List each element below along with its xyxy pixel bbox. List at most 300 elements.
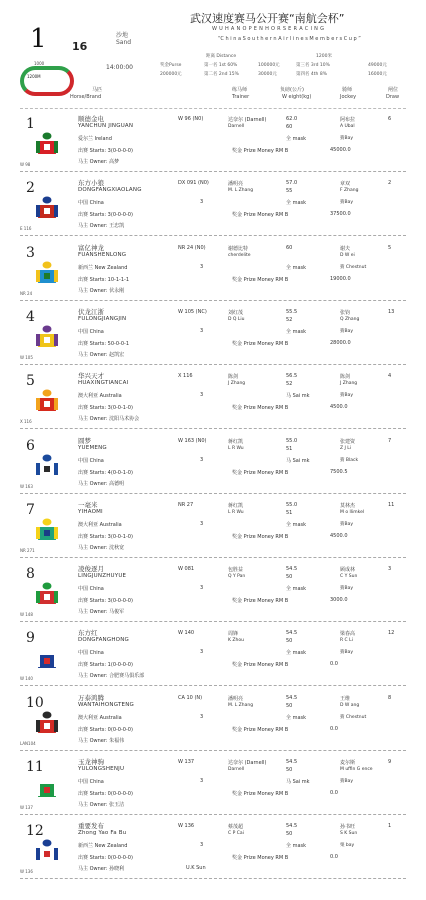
prize-value: 28000.0 bbox=[330, 339, 351, 346]
horse-name-en: DONGFANGHONG bbox=[78, 637, 129, 644]
entry-number: 8 bbox=[26, 566, 35, 583]
entry-row bbox=[0, 560, 426, 622]
runner-count: 16 bbox=[72, 40, 88, 53]
horse-origin: 澳大利亚 Australia bbox=[78, 714, 122, 721]
horse-code: E 116 bbox=[20, 226, 32, 232]
horse-rating: W 140 bbox=[178, 630, 195, 637]
entry-number: 3 bbox=[26, 244, 35, 261]
jockey-silk-icon bbox=[36, 132, 58, 158]
jockey-name-en: C Y Sun bbox=[340, 574, 358, 580]
surface-zh: 沙地 bbox=[116, 32, 129, 39]
entry-row bbox=[0, 689, 426, 751]
trainer-name-zh: 蔡茂超 bbox=[228, 824, 244, 831]
horse-colour: 猜Bay bbox=[340, 136, 354, 141]
horse-age: 3 bbox=[200, 842, 204, 849]
header-divider bbox=[20, 108, 406, 109]
horse-owner: 马主 Owner: 合肥赛马俱乐部 bbox=[78, 673, 145, 680]
horse-starts: 出赛 Starts: 0(0-0-0-0) bbox=[78, 726, 133, 733]
race-title-en: W U H A N O P E N H O R S E R A C I N G bbox=[212, 26, 325, 32]
trainer-name-zh: 蒋红凯 bbox=[228, 438, 244, 445]
horse-origin: 中国 China bbox=[78, 328, 104, 335]
draw-number: 11 bbox=[388, 501, 395, 508]
jockey-silk-icon bbox=[36, 582, 58, 608]
jockey-silk-icon bbox=[36, 775, 58, 801]
trainer-name-en: J Zhang bbox=[228, 381, 246, 387]
horse-name-en: DONGFANGXIAOLANG bbox=[78, 187, 142, 194]
horse-colour: 栗 bay bbox=[340, 843, 355, 849]
horse-name-en: YUEMENG bbox=[78, 444, 107, 451]
weight-alt: 51 bbox=[286, 445, 293, 452]
trainer-name-en: Darnell bbox=[228, 124, 245, 129]
prize-value: 4500.0 bbox=[330, 404, 348, 411]
track-distance-label: 1200M bbox=[27, 74, 41, 79]
horse-name-zh: 富亿神龙 bbox=[78, 243, 104, 252]
horse-rating: W 136 bbox=[178, 823, 195, 830]
trainer-name-zh: 蒋红凯 bbox=[228, 502, 244, 509]
jockey-name-zh: 张钧 bbox=[340, 309, 351, 316]
jockey-name-en: D W ang bbox=[340, 702, 360, 708]
jockey-name-en: Q Zhang bbox=[340, 316, 360, 322]
weight-kg: 62.0 bbox=[286, 116, 298, 122]
weight-alt: 52 bbox=[286, 316, 293, 323]
weight-alt: 50 bbox=[286, 702, 293, 709]
prize-label: 奖金 Prize Money RM B bbox=[232, 276, 289, 283]
jockey-name-zh: 莫林杰 bbox=[340, 502, 356, 509]
horse-gear: 马 Sai mk bbox=[286, 457, 310, 464]
horse-name-en: FULONGJIANGJIN bbox=[78, 315, 127, 322]
prize-value: 45000.0 bbox=[330, 147, 351, 153]
draw-number: 12 bbox=[388, 630, 395, 637]
prize-label: 奖金 Prize Money RM B bbox=[232, 340, 289, 347]
entry-divider bbox=[20, 300, 406, 301]
horse-owner: 马主 Owner: 朱福伟 bbox=[78, 737, 125, 744]
col-head-weight-en: W eight(kg) bbox=[282, 94, 312, 100]
horse-code: NR 271 bbox=[20, 547, 35, 553]
trainer-name-zh: 周锋 bbox=[228, 631, 239, 638]
horse-origin: 中国 China bbox=[78, 650, 104, 657]
horse-code: NR 24 bbox=[20, 290, 33, 296]
draw-number: 6 bbox=[388, 116, 392, 122]
entry-divider bbox=[20, 235, 406, 236]
distance-label: 距离 Distance bbox=[206, 54, 237, 59]
weight-alt: 60 bbox=[286, 124, 293, 130]
horse-owner: 马主 Owner: 马俊军 bbox=[78, 609, 125, 616]
prize-label: 奖金 Prize Money RM B bbox=[232, 469, 289, 476]
trainer-name-en: K Zhou bbox=[228, 638, 244, 644]
weight-kg: 55.0 bbox=[286, 501, 298, 508]
horse-gear: 全 mask bbox=[286, 136, 307, 142]
draw-number: 3 bbox=[388, 566, 392, 573]
jockey-name-zh: 谢夫 bbox=[340, 245, 351, 252]
horse-name-zh: 伏龙江浙 bbox=[78, 307, 104, 316]
trainer-name-zh: 达奈尔 (Darnell) bbox=[228, 760, 267, 766]
horse-code: W 148 bbox=[20, 612, 33, 618]
weight-kg: 56.5 bbox=[286, 373, 298, 380]
horse-rating: NR 24 (N0) bbox=[178, 244, 206, 251]
jockey-name-en: F Zhang bbox=[340, 188, 359, 194]
trainer-name-zh: 达奈尔 (Darnell) bbox=[228, 117, 267, 123]
entry-number: 9 bbox=[26, 630, 35, 647]
horse-origin: 新西兰 New Zealand bbox=[78, 264, 128, 271]
entry-row bbox=[0, 432, 426, 494]
jockey-silk-icon bbox=[36, 196, 58, 222]
jockey-silk-icon bbox=[36, 518, 58, 544]
horse-name-zh: 圆梦 bbox=[78, 436, 91, 445]
trainer-name-zh: 包胜益 bbox=[228, 567, 244, 574]
entry-number: 7 bbox=[26, 501, 35, 518]
col-head-horse: 马匹 bbox=[92, 87, 103, 93]
trainer-name-zh: 陈剑 bbox=[228, 374, 239, 381]
horse-code: LAN104 bbox=[20, 740, 36, 746]
horse-name-en: YULONGSHENJU bbox=[78, 766, 125, 772]
horse-starts: 出赛 Starts: 0(0-0-0-0) bbox=[78, 855, 133, 862]
prize-value: 0.0 bbox=[330, 725, 338, 732]
horse-gear: 全 mask bbox=[286, 586, 307, 593]
horse-starts: 出赛 Starts: 10-1-1-1 bbox=[78, 276, 130, 283]
trainer-name-zh: 刘红茂 bbox=[228, 309, 244, 316]
jockey-silk-icon bbox=[36, 261, 58, 287]
jockey-name-zh: 麦尔斯 bbox=[340, 760, 356, 766]
horse-code: X 116 bbox=[20, 419, 32, 425]
horse-starts: 出赛 Starts: 50-0-0-1 bbox=[78, 340, 130, 347]
jockey-name-en: M o llimkel bbox=[340, 509, 365, 515]
jockey-name-en: Z J Li bbox=[340, 445, 352, 451]
horse-starts: 出赛 Starts: 3(0-0-0-0) bbox=[78, 212, 133, 219]
draw-number: 2 bbox=[388, 180, 392, 187]
jockey-name-en: J Zhang bbox=[340, 381, 358, 387]
jockey-name-zh: 张建资 bbox=[340, 438, 356, 445]
horse-age: 3 bbox=[200, 520, 204, 527]
horse-colour: 猜 Chestnut bbox=[340, 264, 367, 270]
prize-cell: 第一名 1st 60% bbox=[204, 63, 238, 68]
weight-kg: 55.5 bbox=[286, 308, 298, 315]
jockey-name-zh: 孙书旺 bbox=[340, 824, 356, 831]
jockey-silk-icon bbox=[36, 839, 58, 865]
horse-name-zh: 重要发布 bbox=[78, 822, 104, 831]
trainer-name-zh: 潘明亮 bbox=[228, 695, 244, 702]
jockey-name-zh: 梁春高 bbox=[340, 631, 356, 638]
prize-label: 奖金 Prize Money RM B bbox=[232, 662, 289, 669]
draw-number: 9 bbox=[388, 759, 392, 765]
entry-divider bbox=[20, 621, 406, 622]
horse-origin: 爱尔兰 Ireland bbox=[78, 136, 112, 142]
weight-alt: 51 bbox=[286, 509, 293, 516]
draw-number: 5 bbox=[388, 244, 392, 251]
draw-number: 13 bbox=[388, 308, 395, 315]
horse-owner: 马主 Owner: 王忠凯 bbox=[78, 223, 125, 230]
jockey-name-en: M uffin G ence bbox=[340, 767, 373, 772]
track-start-marker: 1000 bbox=[34, 61, 45, 66]
prize-value: 3000.0 bbox=[330, 597, 348, 604]
horse-gear: 全 mask bbox=[286, 200, 307, 207]
horse-colour: 猜 Chestnut bbox=[340, 714, 367, 720]
horse-gear: 全 mask bbox=[286, 650, 307, 657]
horse-name-zh: 万泰鸿腾 bbox=[78, 693, 104, 702]
prize-cell: 100000元 bbox=[258, 63, 280, 68]
prize-value: 7500.5 bbox=[330, 468, 348, 475]
entry-divider bbox=[20, 493, 406, 494]
horse-name-en: YANCHUN JINGUAN bbox=[78, 123, 134, 129]
entry-row bbox=[0, 753, 426, 815]
horse-age: 3 bbox=[200, 778, 204, 784]
jockey-name-zh: 王维 bbox=[340, 695, 351, 702]
entry-number: 4 bbox=[26, 308, 35, 325]
horse-code: W 98 bbox=[20, 162, 31, 167]
jockey-name-en: D W ei bbox=[340, 252, 355, 258]
horse-rating: CA 10 (N) bbox=[178, 694, 203, 701]
entry-number: 2 bbox=[26, 180, 35, 197]
horse-origin: 中国 China bbox=[78, 457, 104, 464]
horse-name-en: LINGJUNZHUYUE bbox=[78, 573, 127, 580]
col-head-weight: 负磅(公斤) bbox=[280, 87, 304, 93]
horse-colour: 猜Bay bbox=[340, 200, 354, 206]
horse-owner: 马主 Owner: 伏永刚 bbox=[78, 287, 125, 294]
trainer-name-en: C P Cai bbox=[228, 831, 244, 837]
horse-name-en: HUAXINGTIANCAI bbox=[78, 380, 129, 387]
prize-label: 奖金 Prize Money RM B bbox=[232, 533, 289, 540]
jockey-silk-icon bbox=[36, 389, 58, 415]
entry-divider bbox=[20, 685, 406, 686]
extra-note: U.K Sun bbox=[186, 865, 206, 872]
weight-kg: 57.0 bbox=[286, 180, 298, 187]
horse-gear: 全 mask bbox=[286, 521, 307, 528]
entry-divider bbox=[20, 814, 406, 815]
horse-gear: 全 mask bbox=[286, 264, 307, 271]
horse-rating: DX 091 (N0) bbox=[178, 180, 209, 187]
entry-divider bbox=[20, 878, 406, 879]
prize-cell: 奖金Purse bbox=[160, 63, 182, 68]
entry-row bbox=[0, 624, 426, 686]
prize-cell: 200000元 bbox=[160, 72, 182, 77]
prize-label: 奖金 Prize Money RM B bbox=[232, 405, 289, 412]
horse-name-zh: 华兴天才 bbox=[78, 372, 104, 381]
prize-value: 4500.0 bbox=[330, 532, 348, 539]
prize-label: 奖金 Prize Money RM B bbox=[232, 598, 289, 605]
prize-cell: 30000元 bbox=[258, 72, 277, 77]
entry-number: 10 bbox=[26, 694, 44, 711]
entry-divider bbox=[20, 428, 406, 429]
horse-colour: 猜Bay bbox=[340, 521, 354, 527]
horse-gear: 全 mask bbox=[286, 328, 307, 335]
entry-row bbox=[0, 110, 426, 172]
horse-name-zh: 一毫米 bbox=[78, 500, 98, 509]
jockey-silk-icon bbox=[36, 325, 58, 351]
horse-gear: 全 mask bbox=[286, 843, 307, 850]
horse-age: 3 bbox=[200, 585, 204, 592]
horse-gear: 马 Sai mk bbox=[286, 393, 310, 400]
horse-rating: W 137 bbox=[178, 759, 195, 765]
horse-age: 3 bbox=[200, 649, 204, 656]
horse-origin: 新西兰 New Zealand bbox=[78, 843, 128, 850]
surface-en: Sand bbox=[116, 39, 132, 46]
horse-gear: 全 mask bbox=[286, 714, 307, 721]
weight-kg: 54.5 bbox=[286, 694, 298, 701]
horse-name-en: Zhong Yao Fa Bu bbox=[78, 830, 127, 837]
horse-rating: W 081 bbox=[178, 566, 195, 573]
prize-label: 奖金 Prize Money RM B bbox=[232, 791, 289, 797]
jockey-silk-icon bbox=[36, 646, 58, 672]
horse-owner: 马主 Owner: 高德明 bbox=[78, 480, 125, 487]
horse-owner: 马主 Owner: 高梦 bbox=[78, 159, 120, 165]
entry-number: 11 bbox=[26, 759, 44, 775]
weight-alt: 50 bbox=[286, 638, 293, 645]
entry-row bbox=[0, 817, 426, 879]
jockey-name-en: S K Sun bbox=[340, 831, 358, 837]
trainer-name-en: Darnell bbox=[228, 767, 245, 772]
horse-age: 3 bbox=[200, 199, 204, 206]
race-title-zh: 武汉速度赛马公开赛“南航会杯” bbox=[190, 12, 345, 25]
weight-kg: 54.5 bbox=[286, 759, 298, 765]
prize-value: 37500.0 bbox=[330, 211, 351, 218]
col-head-horse-en: Horse/Brand bbox=[70, 94, 102, 100]
horse-colour: 猜Bay bbox=[340, 393, 354, 399]
horse-name-en: WANTAIHONGTENG bbox=[78, 701, 134, 708]
weight-alt: 55 bbox=[286, 188, 293, 195]
horse-age: 3 bbox=[200, 327, 204, 334]
horse-colour: 猜Bay bbox=[340, 650, 354, 656]
horse-name-zh: 顺德金电 bbox=[78, 115, 104, 123]
weight-alt: 52 bbox=[286, 381, 293, 388]
draw-number: 8 bbox=[388, 694, 392, 701]
weight-alt: 50 bbox=[286, 831, 293, 838]
horse-code: W 105 bbox=[20, 354, 33, 360]
entry-number: 12 bbox=[26, 823, 44, 840]
horse-code: W 136 bbox=[20, 869, 33, 875]
prize-value: 19000.0 bbox=[330, 275, 351, 282]
trainer-name-zh: 潘明亮 bbox=[228, 181, 244, 188]
race-time: 14:00:00 bbox=[106, 64, 133, 71]
horse-name-zh: 东方小狼 bbox=[78, 179, 104, 188]
prize-cell: 49000元 bbox=[368, 63, 387, 68]
horse-age: 3 bbox=[200, 456, 204, 463]
entry-divider bbox=[20, 364, 406, 365]
entry-row bbox=[0, 496, 426, 558]
prize-label: 奖金 Prize Money RM B bbox=[232, 212, 289, 219]
entry-row bbox=[0, 239, 426, 301]
horse-owner: 马主 Owner: 沈秋宽 bbox=[78, 544, 125, 551]
weight-kg: 54.5 bbox=[286, 823, 298, 830]
entry-number: 6 bbox=[26, 437, 35, 454]
draw-number: 7 bbox=[388, 437, 392, 444]
horse-origin: 澳大利亚 Australia bbox=[78, 521, 122, 528]
horse-gear: 马 Sai mk bbox=[286, 779, 310, 785]
horse-starts: 出赛 Starts: 3(0-0-0-0) bbox=[78, 148, 133, 154]
horse-rating: NR 27 bbox=[178, 501, 194, 508]
entry-row bbox=[0, 367, 426, 429]
weight-alt: 50 bbox=[286, 574, 293, 581]
trainer-name-en: Q Y Pan bbox=[228, 574, 246, 580]
entry-row bbox=[0, 303, 426, 365]
jockey-name-zh: 顾成林 bbox=[340, 567, 356, 574]
horse-code: W 163 bbox=[20, 483, 33, 489]
entry-row bbox=[0, 174, 426, 236]
draw-number: 4 bbox=[388, 373, 392, 380]
weight-alt: 50 bbox=[286, 767, 293, 773]
prize-label: 奖金 Prize Money RM B bbox=[232, 148, 289, 154]
horse-owner: 马主 Owner: 赵凯宏 bbox=[78, 351, 125, 358]
horse-name-en: YIHAOMI bbox=[78, 508, 103, 515]
horse-code: W 140 bbox=[20, 676, 33, 682]
prize-cell: 第三名 3rd 10% bbox=[296, 63, 330, 68]
col-head-jockey-en: Jockey bbox=[340, 94, 357, 100]
jockey-silk-icon bbox=[36, 454, 58, 480]
horse-rating: X 116 bbox=[178, 373, 193, 380]
prize-value: 0.0 bbox=[330, 661, 338, 668]
prize-label: 奖金 Prize Money RM B bbox=[232, 726, 289, 733]
entry-divider bbox=[20, 171, 406, 172]
trainer-name-en: D Q Liu bbox=[228, 316, 245, 322]
col-head-draw-en: Draw bbox=[386, 94, 400, 100]
horse-code: W 137 bbox=[20, 805, 33, 810]
horse-rating: W 105 (NC) bbox=[178, 308, 207, 315]
entry-divider bbox=[20, 557, 406, 558]
weight-kg: 54.5 bbox=[286, 630, 298, 637]
horse-origin: 中国 China bbox=[78, 586, 104, 593]
trainer-name-en: L R Wu bbox=[228, 445, 244, 451]
horse-rating: W 96 (N0) bbox=[178, 116, 204, 122]
horse-name-en: FUANSHENLONG bbox=[78, 251, 127, 258]
jockey-silk-icon bbox=[36, 711, 58, 737]
entry-divider bbox=[20, 750, 406, 751]
col-head-draw: 闸位 bbox=[388, 87, 399, 93]
distance-value: 1200米 bbox=[316, 54, 332, 59]
horse-starts: 出赛 Starts: 3(0-0-1-0) bbox=[78, 405, 133, 412]
col-head-trainer-en: Trainer bbox=[232, 94, 250, 100]
prize-label: 奖金 Prize Money RM B bbox=[232, 855, 289, 862]
jockey-name-zh: 阿布拉 bbox=[340, 117, 356, 123]
horse-origin: 澳大利亚 Australia bbox=[78, 393, 122, 400]
col-head-jockey: 骑师 bbox=[342, 87, 353, 93]
horse-starts: 出赛 Starts: 1(0-0-0-0) bbox=[78, 662, 133, 669]
trainer-name-en: cherdelite bbox=[228, 252, 251, 258]
trainer-name-en: L R Wu bbox=[228, 509, 244, 515]
horse-owner: 马主 Owner: 沈阳马术协会 bbox=[78, 416, 140, 423]
entry-number: 1 bbox=[26, 116, 35, 132]
jockey-name-en: R C Li bbox=[340, 638, 353, 644]
horse-owner: 马主 Owner: 孙晓利 bbox=[78, 866, 125, 873]
horse-name-zh: 凌俊逐月 bbox=[78, 565, 104, 574]
horse-age: 3 bbox=[200, 392, 204, 399]
horse-starts: 出赛 Starts: 4(0-0-1-0) bbox=[78, 469, 133, 476]
jockey-name-zh: 章双 bbox=[340, 181, 351, 188]
prize-value: 0.0 bbox=[330, 790, 338, 796]
horse-owner: 马主 Owner: 张玉洁 bbox=[78, 802, 125, 808]
prize-value: 0.0 bbox=[330, 854, 338, 861]
prize-cell: 第二名 2nd 15% bbox=[204, 72, 239, 77]
horse-age: 3 bbox=[200, 263, 204, 270]
jockey-name-zh: 陈剑 bbox=[340, 374, 351, 381]
weight-kg: 55.0 bbox=[286, 437, 298, 444]
horse-starts: 出赛 Starts: 0(0-0-0-0) bbox=[78, 791, 133, 797]
col-head-trainer: 练马师 bbox=[232, 87, 248, 93]
horse-age: 3 bbox=[200, 713, 204, 720]
horse-starts: 出赛 Starts: 3(0-0-0-0) bbox=[78, 598, 133, 605]
horse-colour: 猜Bay bbox=[340, 586, 354, 592]
horse-colour: 猜Bay bbox=[340, 779, 354, 784]
trainer-name-en: M. L Zhang bbox=[228, 188, 254, 194]
horse-starts: 出赛 Starts: 3(0-0-1-0) bbox=[78, 533, 133, 540]
race-number: 1 bbox=[30, 24, 47, 54]
horse-name-zh: 玉龙神驹 bbox=[78, 758, 104, 766]
prize-cell: 16000元 bbox=[368, 72, 387, 77]
race-subtitle-en: “C h i n a S o u t h e r n A i r l i n e s M e m b e r s C u p ” bbox=[218, 36, 361, 42]
draw-number: 1 bbox=[388, 823, 392, 830]
trainer-name-en: M. L Zhang bbox=[228, 702, 254, 708]
horse-name-zh: 东方红 bbox=[78, 629, 98, 638]
jockey-name-en: A Ubal bbox=[340, 124, 355, 129]
prize-cell: 第四名 4th 8% bbox=[296, 72, 327, 77]
horse-colour: 猜 Black bbox=[340, 457, 359, 463]
